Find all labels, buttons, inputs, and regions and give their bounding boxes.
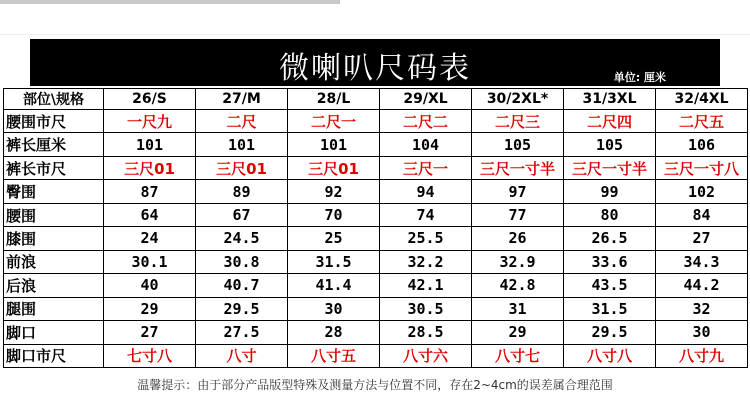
table-cell: 44.2 [656, 274, 748, 297]
table-cell: 八寸五 [288, 344, 380, 367]
table-row [4, 156, 748, 179]
table-cell: 101 [288, 133, 380, 156]
table-cell: 42.8 [472, 274, 564, 297]
size-table [3, 88, 748, 368]
table-cell: 64 [104, 203, 196, 226]
chart-title: 微喇叭尺码表 [279, 51, 471, 86]
title-band [30, 39, 720, 86]
table-cell: 25 [288, 227, 380, 250]
header-corner-label: 部位\规格 [4, 89, 104, 110]
table-cell: 94 [380, 180, 472, 203]
table-cell: 32.2 [380, 250, 472, 273]
row-label: 膝围 [4, 227, 104, 250]
table-cell: 二尺 [196, 110, 288, 133]
table-cell: 二尺四 [564, 110, 656, 133]
table-cell: 101 [196, 133, 288, 156]
unit-label: 单位: 厘米 [613, 71, 666, 84]
top-divider [0, 34, 750, 35]
table-row [4, 274, 748, 297]
table-cell: 三尺一寸八 [656, 156, 748, 179]
table-cell: 29.5 [564, 321, 656, 344]
table-cell: 26.5 [564, 227, 656, 250]
table-cell: 41.4 [288, 274, 380, 297]
table-cell: 30 [288, 297, 380, 320]
table-cell: 80 [564, 203, 656, 226]
table-row [4, 344, 748, 367]
row-label: 前浪 [4, 250, 104, 273]
table-cell: 77 [472, 203, 564, 226]
row-label: 裤长市尺 [4, 156, 104, 179]
table-cell: 八寸九 [656, 344, 748, 367]
table-cell: 七寸八 [104, 344, 196, 367]
row-label: 裤长厘米 [4, 133, 104, 156]
table-row [4, 133, 748, 156]
table-cell: 一尺九 [104, 110, 196, 133]
table-cell: 31.5 [288, 250, 380, 273]
table-row [4, 227, 748, 250]
table-cell: 三尺01 [288, 156, 380, 179]
row-label: 臀围 [4, 180, 104, 203]
table-cell: 43.5 [564, 274, 656, 297]
table-cell: 31.5 [564, 297, 656, 320]
table-cell: 27 [104, 321, 196, 344]
table-cell: 30.1 [104, 250, 196, 273]
row-label: 腰围 [4, 203, 104, 226]
table-cell: 105 [472, 133, 564, 156]
table-cell: 26 [472, 227, 564, 250]
header-size-3: 28/L [288, 89, 380, 110]
table-cell: 24.5 [196, 227, 288, 250]
table-cell: 67 [196, 203, 288, 226]
table-cell: 八寸六 [380, 344, 472, 367]
table-cell: 89 [196, 180, 288, 203]
table-cell: 三尺一寸半 [472, 156, 564, 179]
table-cell: 106 [656, 133, 748, 156]
table-cell: 84 [656, 203, 748, 226]
table-cell: 99 [564, 180, 656, 203]
table-cell: 八寸 [196, 344, 288, 367]
table-cell: 101 [104, 133, 196, 156]
row-label: 腰围市尺 [4, 110, 104, 133]
table-cell: 97 [472, 180, 564, 203]
table-cell: 27.5 [196, 321, 288, 344]
table-cell: 三尺一 [380, 156, 472, 179]
table-row [4, 203, 748, 226]
header-size-1: 26/S [104, 89, 196, 110]
table-cell: 105 [564, 133, 656, 156]
table-cell: 30 [656, 321, 748, 344]
header-size-6: 31/3XL [564, 89, 656, 110]
row-label: 脚口市尺 [4, 344, 104, 367]
table-row [4, 180, 748, 203]
header-size-7: 32/4XL [656, 89, 748, 110]
table-cell: 24 [104, 227, 196, 250]
table-cell: 三尺01 [104, 156, 196, 179]
table-cell: 102 [656, 180, 748, 203]
table-cell: 二尺三 [472, 110, 564, 133]
table-row [4, 250, 748, 273]
table-cell: 二尺一 [288, 110, 380, 133]
size-table-body [4, 110, 748, 368]
table-cell: 42.1 [380, 274, 472, 297]
table-cell: 87 [104, 180, 196, 203]
table-cell: 28.5 [380, 321, 472, 344]
table-cell: 27 [656, 227, 748, 250]
table-cell: 二尺五 [656, 110, 748, 133]
top-decor-bar [0, 0, 340, 4]
table-cell: 29.5 [196, 297, 288, 320]
table-cell: 三尺一寸半 [564, 156, 656, 179]
table-cell: 34.3 [656, 250, 748, 273]
header-size-5: 30/2XL* [472, 89, 564, 110]
row-label: 脚口 [4, 321, 104, 344]
row-label: 腿围 [4, 297, 104, 320]
row-label: 后浪 [4, 274, 104, 297]
table-cell: 30.8 [196, 250, 288, 273]
table-cell: 八寸八 [564, 344, 656, 367]
table-cell: 31 [472, 297, 564, 320]
table-cell: 70 [288, 203, 380, 226]
table-row [4, 321, 748, 344]
header-size-2: 27/M [196, 89, 288, 110]
table-cell: 30.5 [380, 297, 472, 320]
table-cell: 74 [380, 203, 472, 226]
table-cell: 104 [380, 133, 472, 156]
table-cell: 32 [656, 297, 748, 320]
table-cell: 29 [104, 297, 196, 320]
table-cell: 八寸七 [472, 344, 564, 367]
size-header-row [4, 89, 748, 110]
table-cell: 40.7 [196, 274, 288, 297]
table-cell: 28 [288, 321, 380, 344]
table-cell: 40 [104, 274, 196, 297]
table-cell: 29 [472, 321, 564, 344]
table-cell: 92 [288, 180, 380, 203]
table-cell: 三尺01 [196, 156, 288, 179]
table-cell: 25.5 [380, 227, 472, 250]
table-row [4, 297, 748, 320]
table-cell: 32.9 [472, 250, 564, 273]
table-row [4, 110, 748, 133]
footer-note: 温馨提示：由于部分产品版型特殊及测量方法与位置不同，存在2~4cm的误差属合理范围 [137, 378, 613, 392]
table-cell: 二尺二 [380, 110, 472, 133]
table-cell: 33.6 [564, 250, 656, 273]
header-size-4: 29/XL [380, 89, 472, 110]
